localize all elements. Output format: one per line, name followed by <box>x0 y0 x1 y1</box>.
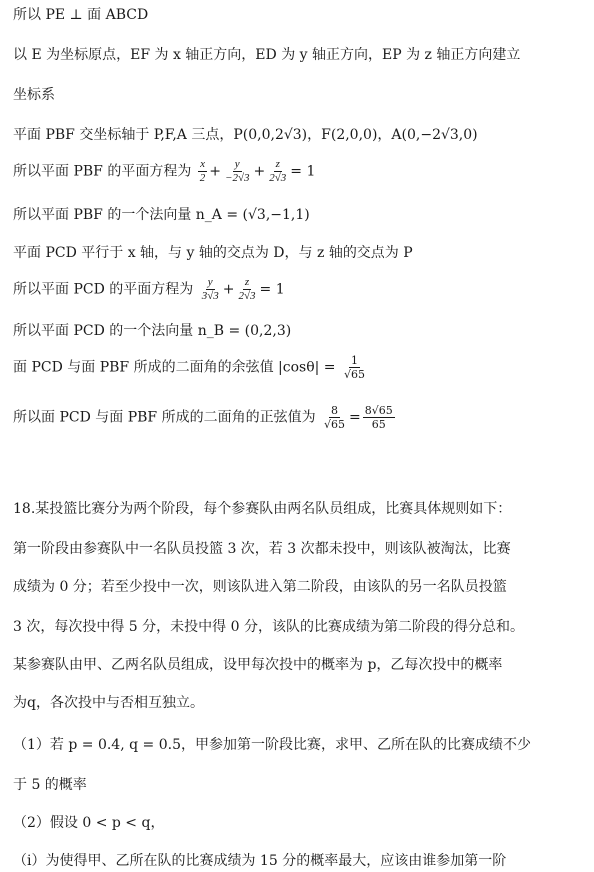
equation-fraction <box>237 276 258 303</box>
equation-fraction <box>267 158 288 185</box>
solution-line-6: 所以平面 PBF 的一个法向量 n_A = (√3,−1,1) <box>13 207 310 223</box>
fraction-denominator: 2√3 <box>238 290 256 302</box>
fraction-denominator: √65 <box>343 368 365 381</box>
fraction-numerator: y <box>207 276 213 288</box>
solution-line-10-prefix: 面 PCD 与面 PBF 所成的二面角的余弦值 |cosθ| = <box>13 359 336 376</box>
fraction-denominator: −2√3 <box>225 172 250 184</box>
fraction-numerator: z <box>244 276 250 288</box>
equation-fraction <box>200 276 221 303</box>
problem-18-part-1: （1）若 p = 0.4, q = 0.5，甲参加第一阶段比赛，求甲、乙所在队的比赛成绩不少 <box>13 737 531 753</box>
equation-fraction <box>198 158 208 185</box>
solution-line-2: 以 E 为坐标原点，EF 为 x 轴正方向，ED 为 y 轴正方向，EP 为 z 轴正方向建立 <box>13 47 521 63</box>
problem-18-line-2: 第一阶段由参赛队中一名队员投篮 3 次，若 3 次都未投中，则该队被淘汰，比赛 <box>13 541 511 557</box>
fraction-denominator: 2 <box>199 172 206 184</box>
solution-line-11: 所以面 PCD 与面 PBF 所成的二面角的正弦值为 $\frac{8}{√65}$ = $\frac{8√65}{65}$ <box>13 404 393 431</box>
problem-18-line-3: 成绩为 0 分；若至少投中一次，则该队进入第二阶段，由该队的另一名队员投篮 <box>13 579 507 595</box>
solution-line-9: 所以平面 PCD 的一个法向量 n_B = (0,2,3) <box>13 323 292 339</box>
solution-line-8-prefix: 所以平面 PCD 的平面方程为 <box>13 281 194 298</box>
fraction-numerator: z <box>275 158 280 170</box>
fraction-numerator: 1 <box>350 354 358 367</box>
equation-rhs: = 1 <box>259 281 285 298</box>
fraction-numerator: 8√65 <box>364 404 393 417</box>
solution-line-4: 平面 PBF 交坐标轴于 P,F,A 三点，P(0,0,2√3)，F(2,0,0)，A(0,−2√3,0) <box>13 127 478 143</box>
cosine-fraction <box>342 354 367 381</box>
solution-line-8: 所以平面 PCD 的平面方程为 $\frac{y}{3√3}$ + $\frac{z}{2√3}$ = 1 <box>13 276 285 302</box>
problem-18-line-6: 为q，各次投中与否相互独立。 <box>13 695 204 711</box>
problem-18-line-5: 某参赛队由甲、乙两名队员组成，设甲每次投中的概率为 p，乙每次投中的概率 <box>13 657 503 673</box>
solution-line-7: 平面 PCD 平行于 x 轴，与 y 轴的交点为 D，与 z 轴的交点为 P <box>13 245 413 261</box>
solution-line-1: 所以 PE ⊥ 面 ABCD <box>13 7 149 23</box>
problem-18-line-1: 18.某投篮比赛分为两个阶段，每个参赛队由两名队员组成，比赛具体规则如下： <box>13 501 512 517</box>
problem-18-part-2-i: （i）为使得甲、乙所在队的比赛成绩为 15 分的概率最大，应该由谁参加第一阶 <box>13 853 507 869</box>
problem-18-line-4: 3 次，每次投中得 5 分，未投中得 0 分，该队的比赛成绩为第二阶段的得分总和。 <box>13 619 524 635</box>
fraction-denominator: 65 <box>371 418 386 431</box>
problem-18-part-1-cont: 于 5 的概率 <box>13 777 87 793</box>
solution-line-5-prefix: 所以平面 PBF 的平面方程为 <box>13 163 192 180</box>
fraction-numerator: y <box>234 158 240 170</box>
equation-fraction <box>223 158 251 185</box>
sine-fraction-simplified <box>363 404 395 431</box>
solution-line-5: 所以平面 PBF 的平面方程为 $\frac{x}{2}$ + $\frac{y}{-2√3}$ + $\frac{z}{2√3}$ = 1 <box>13 158 316 184</box>
fraction-denominator: 3√3 <box>201 290 219 302</box>
fraction-numerator: x <box>200 158 205 170</box>
fraction-denominator: 2√3 <box>269 172 287 184</box>
sine-fraction <box>322 404 347 431</box>
solution-line-10 <box>13 354 369 381</box>
problem-18-part-2: （2）假设 0 < p < q， <box>13 815 165 831</box>
solution-line-3: 坐标系 <box>13 87 55 103</box>
solution-line-11-prefix: 所以面 PCD 与面 PBF 所成的二面角的正弦值为 <box>13 409 316 426</box>
fraction-denominator: √65 <box>324 418 346 431</box>
equation-rhs: = 1 <box>290 163 316 180</box>
fraction-numerator: 8 <box>331 404 339 417</box>
